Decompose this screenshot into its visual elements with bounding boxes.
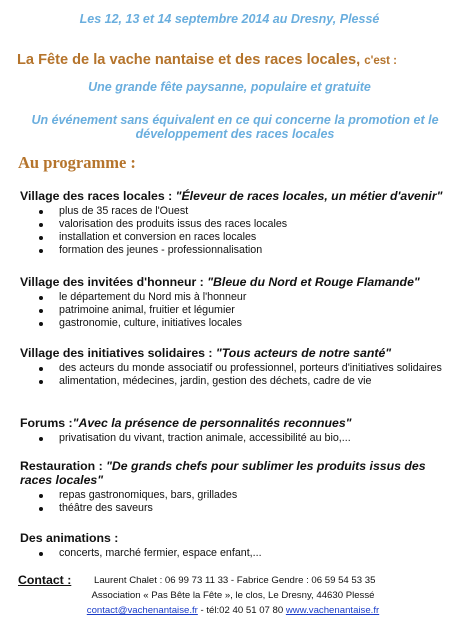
list-item	[20, 489, 450, 502]
section-title	[20, 275, 450, 289]
list-item-text: valorisation des produits issus des races locales	[59, 218, 288, 230]
section-title	[20, 189, 450, 203]
section-forums	[20, 416, 450, 445]
bullet-icon	[39, 437, 43, 441]
contact-association: Association « Pas Bête la Fête », le clos, Le Dresny, 44630 Plessé	[91, 590, 375, 601]
list-item	[20, 304, 450, 317]
bullet-icon	[39, 552, 43, 556]
section-title-label: Village des invitées d'honneur :	[20, 275, 208, 289]
section-races-locales	[20, 189, 450, 257]
list-item	[20, 547, 450, 560]
list-item	[20, 244, 450, 257]
list-item	[20, 362, 450, 375]
list-item	[20, 205, 450, 218]
section-title-label: Village des initiatives solidaires :	[20, 346, 216, 360]
section-items	[20, 489, 450, 515]
section-title	[20, 459, 450, 487]
list-item-text: repas gastronomiques, bars, grillades	[59, 489, 238, 501]
event-subtitle: Une grande fête paysanne, populaire et gratuite	[88, 80, 371, 94]
bullet-icon	[39, 367, 43, 371]
event-title-suffix: c'est :	[364, 55, 397, 67]
list-item-text: installation et conversion en races locales	[59, 231, 257, 243]
section-title-label: Village des races locales :	[20, 189, 176, 203]
bullet-icon	[39, 223, 43, 227]
section-initiatives-solidaires	[20, 346, 450, 388]
event-date-line: Les 12, 13 et 14 septembre 2014 au Dresny, Plessé	[79, 12, 380, 26]
section-title-quote: "Avec la présence de personnalités reconnues"	[72, 416, 352, 430]
list-item	[20, 375, 450, 388]
section-items	[20, 547, 450, 560]
contact-label: Contact :	[18, 573, 72, 587]
bullet-icon	[39, 249, 43, 253]
section-title-quote: "Éleveur de races locales, un métier d'avenir"	[175, 189, 443, 203]
list-item	[20, 291, 450, 304]
section-title-label: Restauration :	[20, 459, 107, 473]
section-title	[20, 416, 450, 430]
bullet-icon	[39, 236, 43, 240]
list-item	[20, 432, 450, 445]
section-title	[20, 531, 450, 545]
section-items	[20, 291, 450, 330]
list-item-text: alimentation, médecines, jardin, gestion des déchets, cadre de vie	[59, 375, 372, 387]
bullet-icon	[39, 380, 43, 384]
website-link[interactable]: www.vachenantaise.fr	[285, 605, 380, 616]
email-link[interactable]: contact@vachenantaise.fr	[86, 605, 198, 616]
bullet-icon	[39, 309, 43, 313]
section-items	[20, 205, 450, 257]
section-title-quote: "Bleue du Nord et Rouge Flamande"	[207, 275, 420, 289]
list-item-text: formation des jeunes - professionnalisation	[59, 244, 263, 256]
section-invitees-honneur	[20, 275, 450, 330]
bullet-icon	[39, 210, 43, 214]
list-item-text: théâtre des saveurs	[59, 502, 153, 514]
contact-links	[18, 605, 448, 616]
event-title-text: La Fête de la vache nantaise et des races locales,	[17, 52, 361, 68]
list-item	[20, 502, 450, 515]
bullet-icon	[39, 322, 43, 326]
bullet-icon	[39, 507, 43, 511]
section-title-quote: "De grands chefs pour sublimer les produits issus des races locales"	[20, 459, 426, 487]
section-title-label: Forums :	[20, 416, 73, 430]
contact-names: Laurent Chalet : 06 99 73 11 33 - Fabrice Gendre : 06 59 54 53 35	[94, 575, 376, 586]
list-item-text: des acteurs du monde associatif ou professionnel, porteurs d'initiatives solidaires	[59, 362, 442, 374]
list-item	[20, 231, 450, 244]
section-restauration	[20, 459, 450, 515]
list-item	[20, 317, 450, 330]
list-item-text: gastronomie, culture, initiatives locales	[59, 317, 242, 329]
list-item	[20, 218, 450, 231]
section-items	[20, 432, 450, 445]
section-title-quote: "Tous acteurs de notre santé"	[215, 346, 392, 360]
section-title	[20, 346, 450, 360]
programme-heading: Au programme :	[18, 153, 136, 172]
list-item-text: privatisation du vivant, traction animale, accessibilité au bio,...	[59, 432, 351, 444]
list-item-text: plus de 35 races de l'Ouest	[59, 205, 189, 217]
event-title	[17, 52, 397, 68]
section-items	[20, 362, 450, 388]
list-item-text: le département du Nord mis à l'honneur	[59, 291, 247, 303]
list-item-text: concerts, marché fermier, espace enfant,...	[59, 547, 262, 559]
section-title-label: Des animations :	[20, 531, 119, 545]
bullet-icon	[39, 296, 43, 300]
contact-phone: - tél:02 40 51 07 80	[197, 605, 286, 616]
bullet-icon	[39, 494, 43, 498]
event-tagline: Un événement sans équivalent en ce qui concerne la promotion et le développement des races locales	[31, 113, 439, 141]
section-animations	[20, 531, 450, 560]
list-item-text: patrimoine animal, fruitier et légumier	[59, 304, 235, 316]
